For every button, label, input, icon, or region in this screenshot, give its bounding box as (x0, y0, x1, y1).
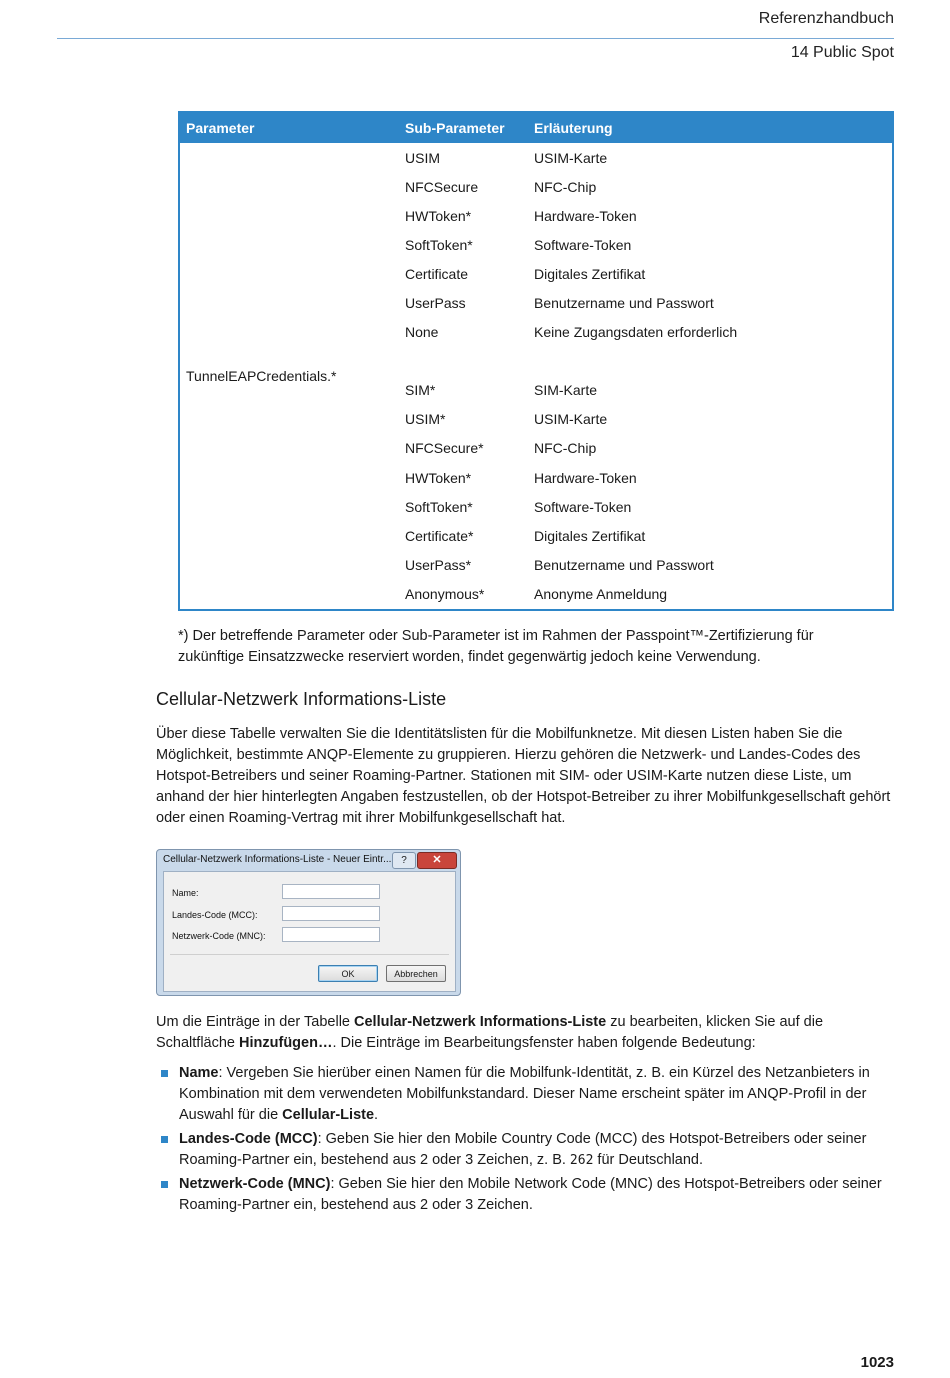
running-header-chapter: 14 Public Spot (790, 44, 894, 61)
explanation-cell: USIM-Karte (534, 411, 608, 428)
running-header-title: Referenzhandbuch (758, 10, 894, 27)
code-example: 262 (569, 1153, 594, 1168)
sub-parameter-cell: UserPass* (405, 556, 472, 573)
column-header-sub-parameter: Sub-Parameter (399, 112, 528, 143)
bold-button-name: Hinzufügen… (239, 1035, 333, 1051)
term: Landes-Code (MCC) (179, 1131, 318, 1147)
text: . (374, 1107, 379, 1123)
section-intro: Über diese Tabelle verwalten Sie die Identitätslisten für die Mobilfunknetze. Mit diesen Listen haben Sie die Möglichkeit, bestimmte ANQP-Elemente zu gruppieren. Hierzu gehören die Netzwerk- und Landes-Codes des Hotspot-Betreibers und seiner Roaming-Partner. Stationen mit SIM- oder USIM-Karte nutzen diese Liste, um anhand der hier hinterlegten Angaben festzustellen, ob der Hotspot-Betreiber zu ihrer Mobilfunkgesellschaft gehört oder einen Roaming-Vertrag mit ihrer Mobilfunkgesellschaft hat. (156, 726, 891, 826)
name-label: Name: (172, 888, 199, 898)
bullet-icon (161, 1070, 168, 1077)
column-header-parameter: Parameter (179, 112, 399, 143)
definition: : Geben Sie hier den Mobile Country Code (MCC) des Hotspot-Betreibers oder seiner Roaming-Partner ein, bestehend aus 2 oder 3 Zeichen, z. B. (179, 1131, 867, 1168)
help-button[interactable]: ? (392, 852, 416, 869)
term: Name (179, 1065, 219, 1081)
sub-parameter-cell: None (405, 324, 439, 341)
sub-parameter-cell: USIM (405, 149, 440, 166)
close-button[interactable]: ✕ (417, 852, 457, 869)
sub-parameter-cell: Certificate* (405, 527, 474, 544)
edit-instructions (156, 1012, 896, 1054)
bold-term: Cellular-Netzwerk Informations-Liste (354, 1014, 607, 1030)
explanation-cell: NFC-Chip (534, 178, 597, 195)
explanation-cell: NFC-Chip (534, 440, 597, 457)
list-item (156, 1063, 896, 1126)
list-item (156, 1174, 896, 1216)
list-item (156, 1129, 896, 1171)
table-row (179, 143, 893, 172)
sub-parameter-cell: UserPass (405, 295, 466, 312)
table-header-row (179, 112, 893, 143)
explanation-cell: USIM-Karte (534, 149, 608, 166)
term: Netzwerk-Code (MNC) (179, 1176, 331, 1192)
dialog-title: Cellular-Netzwerk Informations-Liste - Neuer Eintr... (163, 854, 392, 865)
parameter-table (178, 111, 894, 611)
explanation-cell: Digitales Zertifikat (534, 527, 646, 544)
text: für Deutschland. (593, 1152, 704, 1168)
cancel-button[interactable]: Abbrechen (386, 965, 446, 982)
sub-parameter-cell (399, 347, 528, 376)
term-ref: Cellular-Liste (282, 1107, 375, 1123)
sub-parameter-cell: HWToken* (405, 469, 472, 486)
definition-list (156, 1063, 896, 1219)
footnote: *) Der betreffende Parameter oder Sub-Parameter ist im Rahmen der Passpoint™-Zertifizierung für zukünftige Einsatzzwecke reserviert worden, findet gegenwärtig jedoch keine Verwendung. (178, 628, 814, 665)
mnc-input[interactable] (282, 927, 380, 942)
sub-parameter-cell: SoftToken* (405, 236, 473, 253)
sub-parameter-cell: Certificate (405, 265, 469, 282)
explanation-cell: Hardware-Token (534, 207, 637, 224)
explanation-cell (528, 347, 893, 376)
explanation-cell: SIM-Karte (534, 382, 598, 399)
dialog-body (163, 871, 456, 992)
sub-parameter-cell: USIM* (405, 411, 446, 428)
mnc-label: Netzwerk-Code (MNC): (172, 931, 266, 941)
text: . Die Einträge im Bearbeitungsfenster haben folgende Bedeutung: (332, 1035, 756, 1051)
section-heading: Cellular-Netzwerk Informations-Liste (156, 689, 447, 709)
explanation-cell: Anonyme Anmeldung (534, 585, 668, 602)
explanation-cell: Benutzername und Passwort (534, 556, 714, 573)
definition: : Geben Sie hier den Mobile Network Code (MNC) des Hotspot-Betreibers oder seiner Roaming-Partner ein, bestehend aus 2 oder 3 Zeichen. (179, 1176, 882, 1213)
dialog-screenshot (156, 849, 461, 996)
explanation-cell: Digitales Zertifikat (534, 265, 646, 282)
column-header-explanation: Erläuterung (528, 112, 893, 143)
sub-parameter-cell: NFCSecure (405, 178, 479, 195)
sub-parameter-cell: Anonymous* (405, 585, 485, 602)
header-rule (57, 38, 894, 39)
explanation-cell: Hardware-Token (534, 469, 637, 486)
parameter-cell: TunnelEAPCredentials.* (186, 367, 337, 384)
name-input[interactable] (282, 884, 380, 899)
sub-parameter-cell: SoftToken* (405, 498, 473, 515)
explanation-cell: Keine Zugangsdaten erforderlich (534, 324, 738, 341)
ok-button[interactable]: OK (318, 965, 378, 982)
sub-parameter-cell: SIM* (405, 382, 436, 399)
bullet-icon (161, 1181, 168, 1188)
page-number: 1023 (860, 1354, 894, 1371)
definition: : Vergeben Sie hierüber einen Namen für die Mobilfunk-Identität, z. B. ein Kürzel des Netzanbieters in Kombination mit dem verwendeten Mobilfunkstandard. Dieser Name erscheint später im ANQP-Profil in der Auswahl für die (179, 1065, 870, 1123)
explanation-cell: Software-Token (534, 236, 632, 253)
dialog-separator (170, 954, 449, 955)
text: zu bearbeiten, klicken Sie auf die Schaltfläche (156, 1014, 824, 1051)
mcc-input[interactable] (282, 906, 380, 921)
mcc-label: Landes-Code (MCC): (172, 910, 258, 920)
sub-parameter-cell: HWToken* (405, 207, 472, 224)
explanation-cell: Software-Token (534, 498, 632, 515)
sub-parameter-cell: NFCSecure* (405, 440, 484, 457)
text: Um die Einträge in der Tabelle (156, 1014, 355, 1030)
bullet-icon (161, 1136, 168, 1143)
explanation-cell: Benutzername und Passwort (534, 295, 714, 312)
